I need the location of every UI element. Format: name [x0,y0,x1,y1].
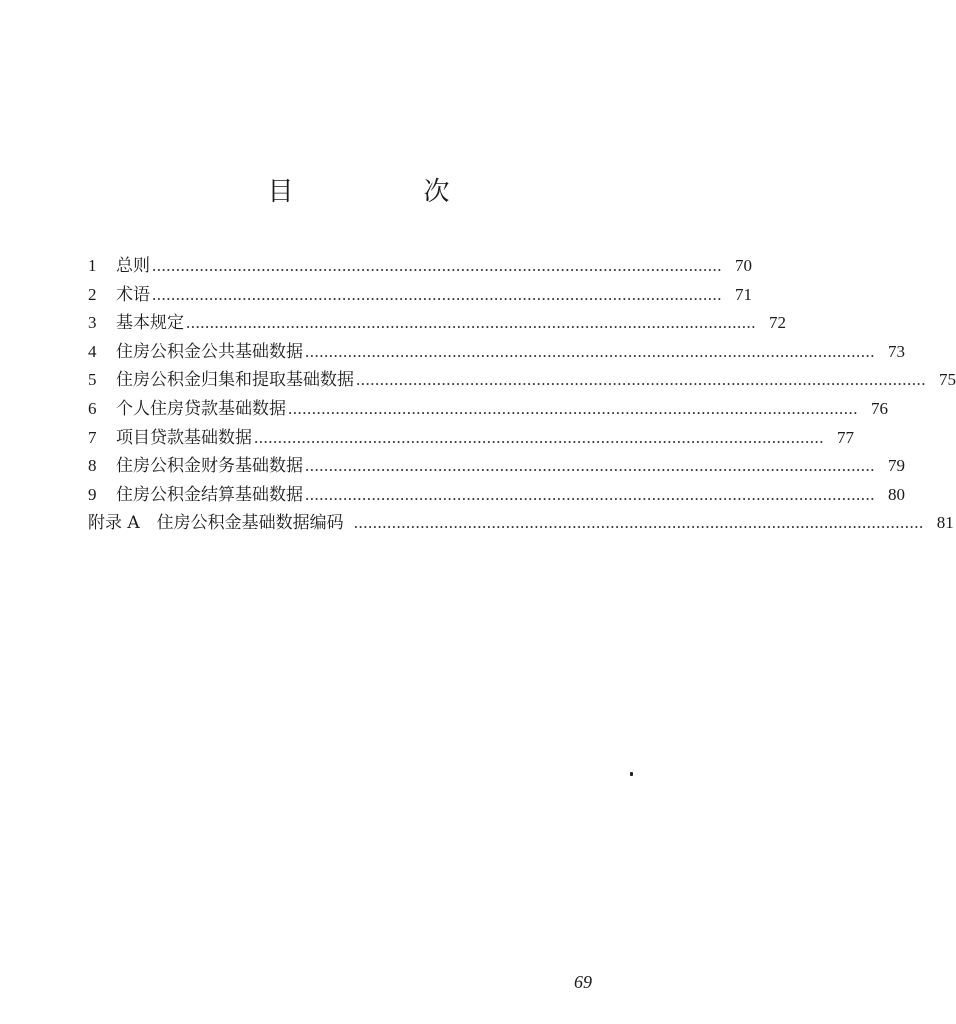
toc-entry-number: 5 [88,370,97,390]
toc-entry-page: 76 [871,398,888,418]
toc-entry-number: 6 [88,398,97,418]
table-of-contents [88,252,956,538]
page-number: 69 [574,972,592,992]
toc-entry-number: 1 [88,256,97,275]
toc-entry-label: 住房公积金公共基础数据 [116,341,303,362]
toc-entry-number: 9 [88,484,97,504]
toc-entry-9 [88,481,905,510]
toc-entry-label: 总则 [116,256,150,276]
dot-leader: ........................................................................................................................ [152,284,722,304]
dot-leader: ........................................................................................................................ [254,427,824,447]
toc-entry-label: 基本规定 [116,313,184,334]
toc-entry-3 [88,309,786,338]
toc-entry-page: 81 [936,513,954,533]
toc-entry-page: 72 [769,313,786,333]
toc-entry-page: 71 [735,284,752,304]
toc-entry-label: 项目贷款基础数据 [116,427,252,448]
toc-entry-appendix-a [88,509,954,538]
dot-leader: ........................................................................................................................ [305,341,875,361]
dot-leader: ........................................................................................................................ [353,513,924,533]
toc-entry-number: 7 [88,427,97,447]
toc-entry-2 [88,281,752,310]
toc-entry-page: 80 [888,484,905,504]
dot-leader: ........................................................................................................................ [288,398,858,418]
toc-entry-label: 住房公积金财务基础数据 [116,456,303,477]
dot-leader: ........................................................................................................................ [152,256,722,275]
toc-entry-number: 4 [88,341,97,361]
toc-entry-8 [88,452,905,481]
toc-entry-page: 70 [735,256,752,275]
dot-leader: ........................................................................................................................ [356,370,926,390]
toc-entry-page: 75 [939,370,956,390]
toc-entry-page: 79 [888,456,905,476]
dot-leader: ........................................................................................................................ [305,484,875,504]
toc-entry-number: 3 [88,313,97,333]
toc-entry-label: 附录 A 住房公积金基础数据编码 [88,513,344,534]
toc-entry-7 [88,424,854,453]
toc-entry-5 [88,366,956,395]
toc-entry-1 [88,252,752,281]
toc-entry-label: 个人住房贷款基础数据 [116,398,286,419]
toc-title: 目 次 [267,177,502,207]
scan-speck [630,772,633,776]
toc-entry-number: 2 [88,284,97,304]
toc-entry-page: 73 [888,341,905,361]
toc-entry-label: 术语 [116,284,150,305]
toc-entry-4 [88,338,905,367]
toc-entry-page: 77 [837,427,854,447]
toc-entry-number: 8 [88,456,97,476]
toc-entry-label: 住房公积金归集和提取基础数据 [116,370,354,391]
toc-entry-label: 住房公积金结算基础数据 [116,484,303,505]
dot-leader: ........................................................................................................................ [305,456,875,476]
dot-leader: ........................................................................................................................ [186,313,756,333]
toc-entry-6 [88,395,888,424]
